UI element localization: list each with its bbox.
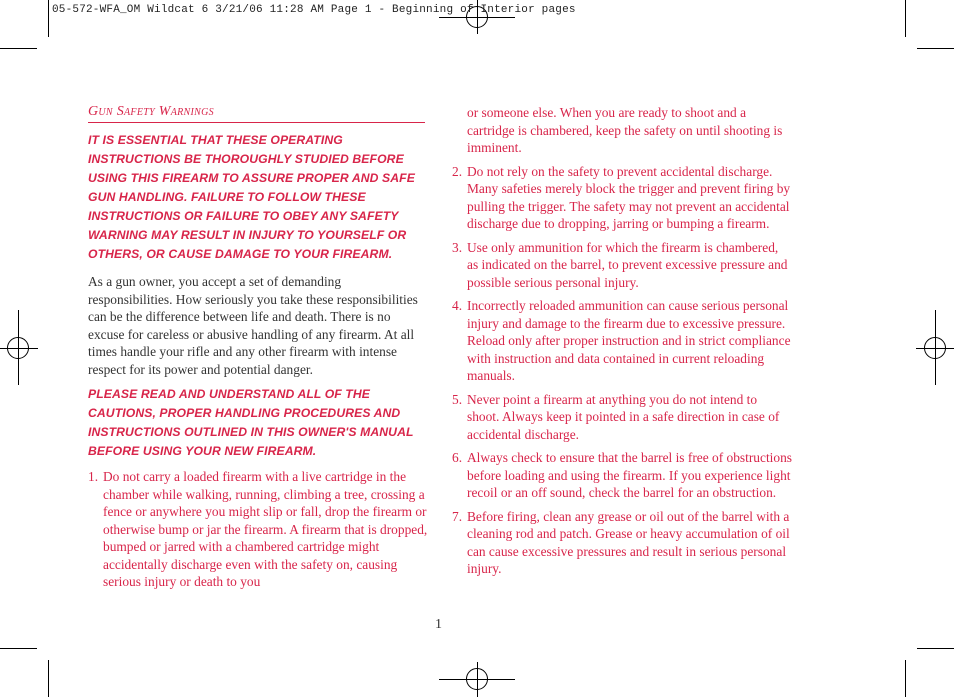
warning-block: IT IS ESSENTIAL THAT THESE OPERATING INSTRUCTIONS BE THOROUGHLY STUDIED BEFORE USING THIS FIREARM TO ASSURE PROPER AND SAFE GUN HANDLING. FAILURE TO FOLLOW THESE INSTRUCTIONS OR FAILURE TO OBEY ANY SAFETY WARNING MAY RESULT IN INJURY TO YOURSELF OR OTHERS, OR CAUSE DAMAGE TO YOUR FIREARM. (88, 133, 415, 261)
item-number: 2. (452, 163, 463, 179)
crop-mark (48, 660, 49, 697)
item-text: Use only ammunition for which the firearm is chambered, as indicated on the barrel, to prevent excessive pressure and possible serious personal injury. (467, 239, 788, 290)
item-text: Always check to ensure that the barrel is free of obstructions before loading and using the firearm. If you experience light recoil or an off sound, check the barrel for an obstruction. (467, 450, 792, 500)
right-column (452, 104, 792, 578)
intro-paragraph: As a gun owner, you accept a set of demanding responsibilities. How seriously you take these responsibilities can be the difference between life and death. There is no excuse for careless or abusive handling of any firearm. At all times handle your rifle and any other firearm with intense respect for its power and potential danger. (88, 274, 418, 377)
item-text: Incorrectly reloaded ammunition can cause serious personal injury and damage to the firearm due to excessive pressure. Reload only after proper instruction and in strict compliance with instruction and data contained in current reloading manuals. (467, 298, 791, 383)
item-continuation: or someone else. When you are ready to shoot and a cartridge is chambered, keep the safety on until shooting is imminent. (467, 105, 783, 155)
registration-line (935, 310, 936, 385)
item-number: 3. (452, 239, 463, 255)
page-number: 1 (435, 617, 442, 632)
item-number: 6. (452, 450, 463, 465)
list-item (452, 297, 792, 385)
crop-mark (0, 648, 37, 649)
list-item (452, 239, 792, 292)
item-text: Do not carry a loaded firearm with a live cartridge in the chamber while walking, running, climbing a tree, crossing a fence or anywhere you might slip or fall, drop the firearm or otherwise bump or jar the firearm. A firearm that is dropped, bumped or jarred with a chambered cartridge might accidentally discharge even with the safety on, causing serious injury or death to you (103, 469, 428, 589)
item-number: 4. (452, 298, 463, 313)
crop-mark (917, 648, 954, 649)
registration-line (477, 662, 478, 697)
left-column (88, 131, 428, 591)
list-item (452, 391, 792, 444)
list-item (452, 163, 792, 233)
registration-line (0, 348, 38, 349)
item-number: 7. (452, 508, 463, 524)
registration-line (18, 310, 19, 385)
item-text: Never point a firearm at anything you do not intend to shoot. Always keep it pointed in a safe direction in case of accidental discharge. (467, 391, 780, 442)
warning-block: PLEASE READ AND UNDERSTAND ALL OF THE CAUTIONS, PROPER HANDLING PROCEDURES AND INSTRUCTIONS OUTLINED IN THIS OWNER'S MANUAL BEFORE USING YOUR NEW FIREARM. (88, 387, 414, 458)
section-heading: Gun Safety Warnings (88, 104, 425, 123)
print-slug: 05-572-WFA_OM Wildcat 6 3/21/06 11:28 AM Page 1 - Beginning of Interior pages (52, 4, 576, 16)
crop-mark (0, 48, 37, 49)
item-number: 5. (452, 391, 463, 407)
crop-mark (917, 48, 954, 49)
item-text: Before firing, clean any grease or oil out of the barrel with a cleaning rod and patch. Grease or heavy accumulation of oil can cause excessive pressures and result in serious personal injury. (467, 508, 790, 576)
item-number: 1. (88, 469, 99, 484)
item-text: Do not rely on the safety to prevent accidental discharge. Many safeties merely block the trigger and prevent firing by pulling the trigger. The safety may not prevent an accidental discharge due to dropping, jarring or bumping a firearm. (467, 163, 791, 231)
safety-list (452, 163, 792, 578)
list-item (88, 468, 428, 591)
crop-mark (905, 660, 906, 697)
list-item (452, 449, 792, 502)
crop-mark (48, 0, 49, 37)
list-item (452, 508, 792, 578)
crop-mark (905, 0, 906, 37)
